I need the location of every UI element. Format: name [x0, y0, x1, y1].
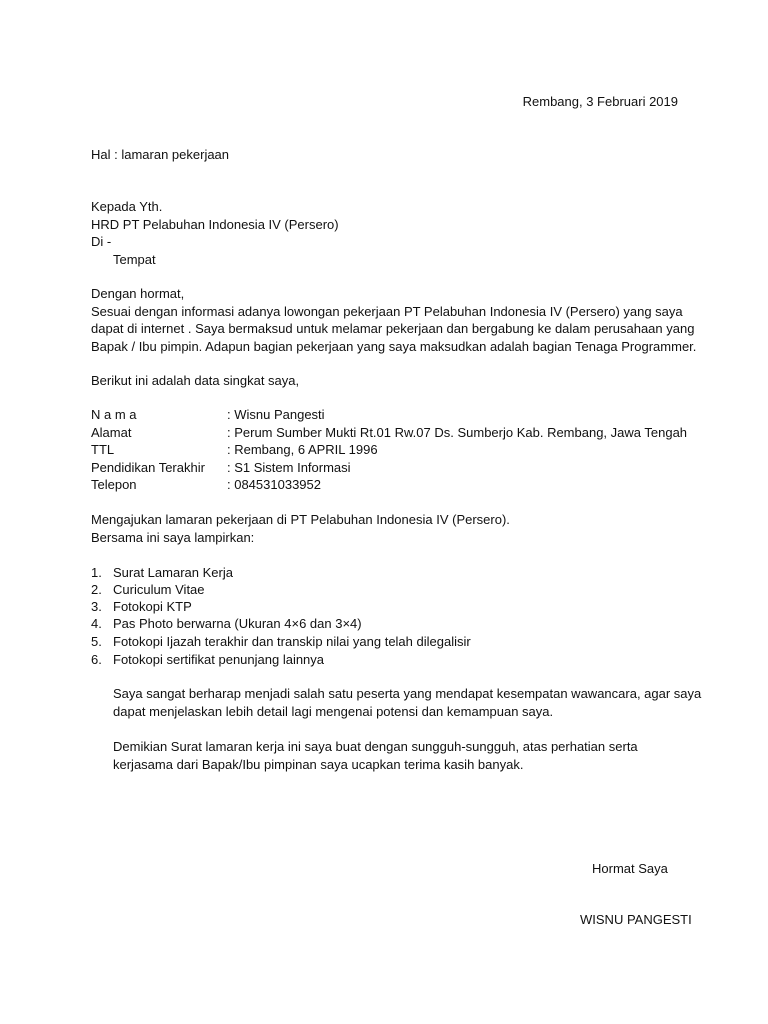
data-value: : Wisnu Pangesti — [227, 407, 325, 422]
attachment-text: Fotokopi KTP — [113, 599, 192, 614]
attachment-number: 3. — [91, 599, 102, 614]
attachment-number: 2. — [91, 582, 102, 597]
letter-date: Rembang, 3 Februari 2019 — [522, 94, 678, 109]
recipient-line: Kepada Yth. — [91, 199, 163, 214]
paragraph-line: dapat di internet . Saya bermaksud untuk melamar pekerjaan dan bergabung ke dalam perusahaan yang — [91, 321, 695, 336]
data-label: Pendidikan Terakhir — [91, 460, 205, 475]
paragraph-line: Demikian Surat lamaran kerja ini saya buat dengan sungguh-sungguh, atas perhatian serta — [113, 739, 638, 754]
paragraph-line: Sesuai dengan informasi adanya lowongan pekerjaan PT Pelabuhan Indonesia IV (Persero) yang saya — [91, 303, 683, 319]
paragraph-line: Mengajukan lamaran pekerjaan di PT Pelabuhan Indonesia IV (Persero). — [91, 512, 510, 527]
data-value: : Perum Sumber Mukti Rt.01 Rw.07 Ds. Sumberjo Kab. Rembang, Jawa Tengah — [227, 425, 688, 440]
closing-paragraph-2 — [113, 738, 638, 773]
data-label: Alamat — [91, 425, 132, 440]
attachment-number: 6. — [91, 652, 102, 667]
paragraph-line: Bersama ini saya lampirkan: — [91, 529, 255, 545]
signoff: Hormat Saya — [592, 861, 668, 876]
recipient-line: HRD PT Pelabuhan Indonesia IV (Persero) — [91, 216, 339, 232]
attachment-text: Surat Lamaran Kerja — [113, 565, 233, 580]
data-value: : Rembang, 6 APRIL 1996 — [227, 442, 378, 457]
paragraph-line: dapat menjelaskan lebih detail lagi mengenai potensi dan kemampuan saya. — [113, 703, 554, 719]
attachment-number: 1. — [91, 565, 102, 580]
salutation: Dengan hormat, — [91, 286, 185, 301]
data-value: : 084531033952 — [227, 477, 321, 492]
attachment-number: 4. — [91, 616, 102, 631]
recipient-line: Tempat — [113, 251, 156, 267]
attachment-text: Pas Photo berwarna (Ukuran 4×6 dan 3×4) — [113, 616, 362, 631]
signature-name: WISNU PANGESTI — [580, 912, 692, 927]
letter-subject: Hal : lamaran pekerjaan — [91, 147, 230, 162]
closing-paragraph-1 — [113, 685, 701, 720]
data-value: : S1 Sistem Informasi — [227, 460, 351, 475]
data-label: TTL — [91, 442, 115, 457]
recipient-block — [91, 198, 339, 268]
paragraph-line: Bapak / Ibu pimpin. Adapun bagian pekerjaan yang saya maksudkan adalah bagian Tenaga Programmer. — [91, 338, 697, 354]
data-intro: Berikut ini adalah data singkat saya, — [91, 373, 300, 388]
paragraph-line: Saya sangat berharap menjadi salah satu peserta yang mendapat kesempatan wawancara, agar saya — [113, 686, 702, 701]
data-label: Telepon — [91, 477, 137, 492]
attachment-text: Fotokopi sertifikat penunjang lainnya — [113, 652, 325, 667]
attachment-text: Fotokopi Ijazah terakhir dan transkip nilai yang telah dilegalisir — [113, 634, 471, 649]
opening-paragraph — [91, 285, 696, 355]
attachment-text: Curiculum Vitae — [113, 582, 205, 597]
recipient-line: Di - — [91, 234, 112, 249]
data-label: N a m a — [91, 407, 137, 422]
paragraph-line: kerjasama dari Bapak/Ibu pimpinan saya ucapkan terima kasih banyak. — [113, 756, 524, 772]
attachment-number: 5. — [91, 634, 102, 649]
application-statement — [91, 511, 510, 546]
